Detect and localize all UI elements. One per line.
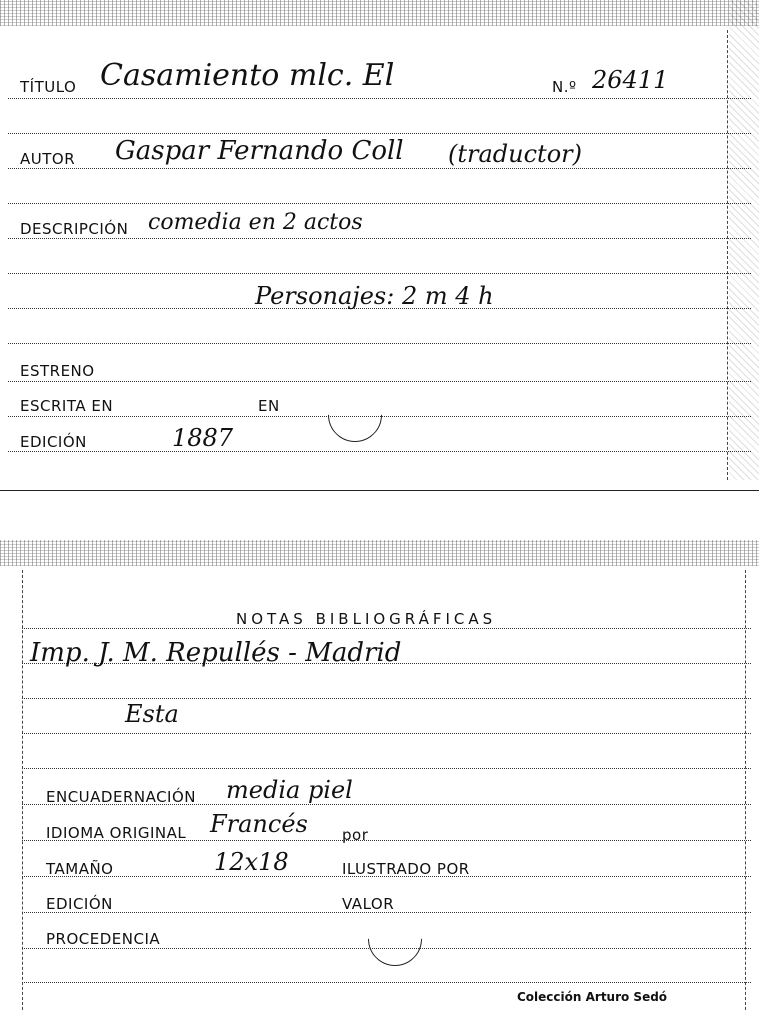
rule [8, 168, 751, 169]
nota-line1: Imp. J. M. Repullés - Madrid [30, 638, 402, 668]
rule [8, 133, 751, 134]
card-bottom-edge-speckle [0, 540, 759, 566]
numero-value: 26411 [592, 66, 669, 94]
encuadernacion-label: ENCUADERNACIÓN [46, 788, 197, 806]
descripcion-value: comedia en 2 actos [148, 210, 363, 235]
rule [22, 628, 751, 629]
idioma-value: Francés [210, 810, 308, 838]
notas-heading: NOTAS BIBLIOGRÁFICAS [236, 610, 497, 628]
por-label: por [342, 826, 369, 844]
catalog-card-bottom [0, 540, 759, 1028]
rule [8, 273, 751, 274]
titulo-value: Casamiento mlc. El [100, 58, 395, 93]
autor-label: AUTOR [20, 150, 76, 168]
rule [8, 451, 751, 452]
card-top-bottom-edge [0, 490, 759, 491]
tamano-label: TAMAÑO [46, 860, 114, 878]
en-label: EN [258, 397, 280, 415]
rule [22, 982, 751, 983]
rule [8, 203, 751, 204]
rule [22, 698, 751, 699]
autor-role: (traductor) [448, 140, 582, 168]
valor-label: VALOR [342, 895, 395, 913]
rule [8, 98, 751, 99]
tamano-value: 12x18 [214, 848, 289, 876]
rule [8, 343, 751, 344]
card-bottom-right-border [745, 570, 746, 1010]
card-bottom-left-border [22, 570, 23, 1010]
escrita-label: ESCRITA EN [20, 397, 114, 415]
coleccion-footer: Colección Arturo Sedó [517, 990, 668, 1004]
numero-label: N.º [552, 78, 577, 96]
titulo-label: TÍTULO [20, 78, 77, 96]
procedencia-label: PROCEDENCIA [46, 930, 161, 948]
card-top-right-speckle [729, 0, 759, 480]
nota-line2: Esta [125, 700, 179, 728]
encuadernacion-value: media piel [226, 776, 353, 804]
estreno-label: ESTRENO [20, 362, 95, 380]
descripcion-label: DESCRIPCIÓN [20, 220, 129, 238]
rule [22, 733, 751, 734]
catalog-card-top [0, 0, 759, 492]
edicion-label: EDICIÓN [46, 895, 113, 913]
idioma-label: IDIOMA ORIGINAL [46, 824, 187, 842]
stamp-circle [317, 377, 393, 453]
edicion-value: 1887 [172, 424, 234, 452]
ilustrado-label: ILUSTRADO POR [342, 860, 470, 878]
edicion-label: EDICIÓN [20, 433, 87, 451]
rule [8, 238, 751, 239]
rule [8, 381, 751, 382]
autor-value: Gaspar Fernando Coll [115, 136, 404, 166]
personajes-value: Personajes: 2 m 4 h [255, 282, 494, 310]
rule [22, 768, 751, 769]
card-top-edge-speckle [0, 0, 759, 26]
